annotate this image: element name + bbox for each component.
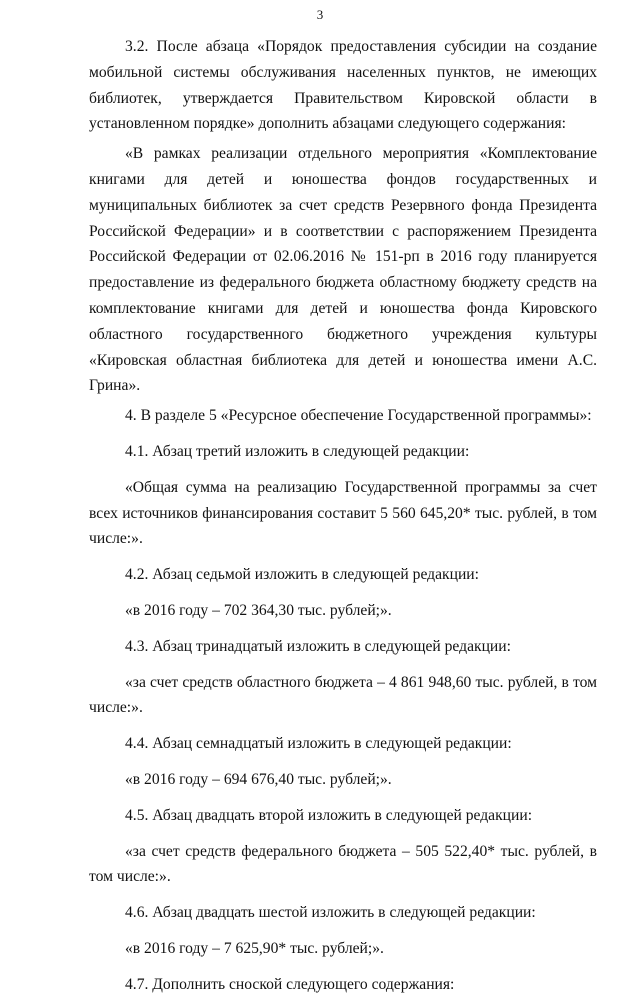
paragraph-4-7: 4.7. Дополнить сноской следующего содержания:: [125, 975, 455, 993]
paragraph-4-4: 4.4. Абзац семнадцатый изложить в следующей редакции:: [125, 735, 512, 753]
page-number: 3: [316, 7, 324, 22]
paragraph-3-2: 3.2. После абзаца «Порядок предоставления субсидии на создание мобильной системы обслуживания населенных пунктов, не имеющих библиотек, утверждается Правительством Кировской области в установленном порядке» дополнить абзацами следующего содержания:: [89, 38, 597, 133]
paragraph-total-sum: «Общая сумма на реализацию Государственной программы за счет всех источников финансирования составит 5 560 645,20* тыс. рублей, в том числе:».: [89, 478, 597, 548]
paragraph-4-3: 4.3. Абзац тринадцатый изложить в следующей редакции:: [125, 637, 511, 655]
paragraph-4-6: 4.6. Абзац двадцать шестой изложить в следующей редакции:: [125, 904, 536, 922]
paragraph-federal-budget: «за счет средств федерального бюджета – 505 522,40* тыс. рублей, в том числе:».: [89, 842, 597, 886]
paragraph-2016-regional: «в 2016 году – 694 676,40 тыс. рублей;».: [125, 770, 392, 788]
paragraph-4-1: 4.1. Абзац третий изложить в следующей редакции:: [125, 442, 470, 460]
paragraph-regional-budget: «за счет средств областного бюджета – 4 861 948,60 тыс. рублей, в том числе:».: [89, 673, 597, 717]
paragraph-4-2: 4.2. Абзац седьмой изложить в следующей редакции:: [125, 566, 479, 584]
paragraph-2016-total: «в 2016 году – 702 364,30 тыс. рублей;».: [125, 601, 392, 619]
paragraph-4-5: 4.5. Абзац двадцать второй изложить в следующей редакции:: [125, 806, 533, 824]
document-body: [89, 34, 597, 998]
paragraph-reserve-fund: «В рамках реализации отдельного мероприятия «Комплектование книгами для детей и юношества фондов государственных и муниципальных библиотек за счет средств Резервного фонда Президента Российской Федерации» и в соответствии с распоряжением Президента Российской Федерации от 02.06.2016 № 151-рп в 2016 году планируется предоставление из федерального бюджета областному бюджету средств на комплектование книгами для детей и юношества фонда Кировского областного государственного бюджетного учреждения культуры «Кировская областная библиотека для детей и юношества имени А.С. Грина».: [89, 145, 597, 395]
paragraph-2016-federal: «в 2016 году – 7 625,90* тыс. рублей;».: [125, 939, 384, 957]
paragraph-section-5: 4. В разделе 5 «Ресурсное обеспечение Государственной программы»:: [125, 407, 592, 425]
